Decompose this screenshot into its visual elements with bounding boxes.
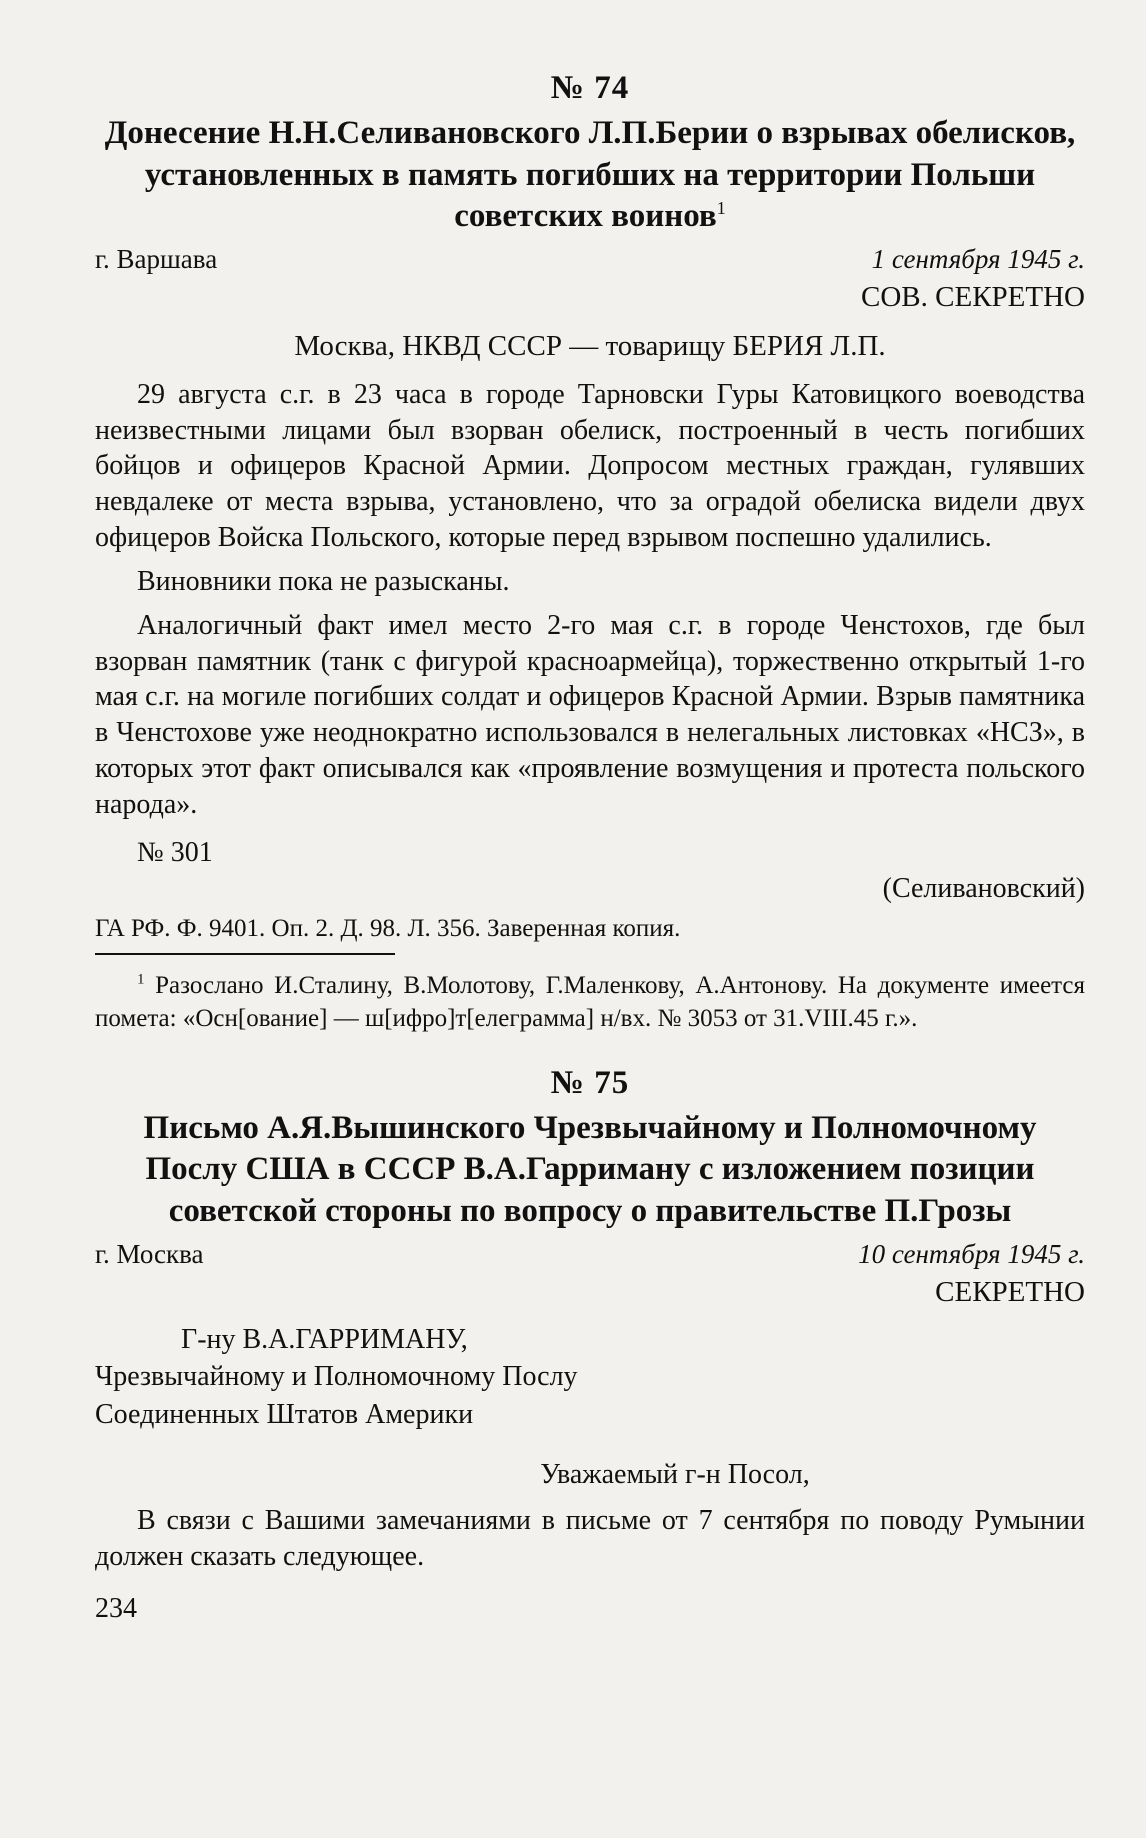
document-74-ref-number: № 301: [137, 836, 213, 868]
document-74-signature: (Селивановский): [882, 872, 1085, 904]
document-74-place: г. Варшава: [95, 243, 218, 274]
page-number: 234: [95, 1592, 137, 1624]
document-75-number: № 75: [550, 1064, 630, 1101]
document-74-footnote: [95, 969, 1085, 1035]
document-74-title: [95, 113, 1085, 238]
document-75-title: Письмо А.Я.Вышинского Чрезвычайному и Полномочному Послу США в СССР В.А.Гарриману с изложением позиции советской стороны по вопросу о правительстве П.Грозы: [143, 1109, 1037, 1229]
document-74-paragraph-3: Аналогичный факт имел место 2-го мая с.г. в городе Ченстохов, где был взорван памятник (танк с фигурой красноармейца), торжественно открытый 1-го мая с.г. на могиле погибших солдат и офицеров Красной Армии. Взрыв памятника в Ченстохове уже неоднократно использовался в нелегальных листовках «НСЗ», в которых этот факт описывался как «проявление возмущения и протеста польского народа».: [95, 609, 1085, 820]
addressee-line-1: Г-ну В.А.ГАРРИМАНУ,: [181, 1323, 468, 1355]
document-75-paragraph: В связи с Вашими замечаниями в письме от 7 сентября по поводу Румынии должен сказать следующее.: [95, 1505, 1085, 1572]
document-75-classification: СЕКРЕТНО: [935, 1275, 1085, 1308]
footnote-text: Разослано И.Сталину, В.Молотову, Г.Маленкову, А.Антонову. На документе имеется помета: «Осн[ование] — ш[ифро]т[елеграмма] н/вх. № 3053 от 31.VIII.45 г.».: [95, 971, 1086, 1032]
document-74-title-text: Донесение Н.Н.Селивановского Л.П.Берии о взрывах обелисков, установленных в память погибших на территории Польши советских воинов: [104, 115, 1076, 235]
document-74-number: № 74: [550, 70, 630, 106]
document-74-classification: СОВ. СЕКРЕТНО: [861, 280, 1085, 313]
footnote-divider: [95, 953, 395, 955]
title-footnote-mark[interactable]: 1: [716, 198, 726, 219]
document-74-paragraph-2: Виновники пока не разысканы.: [137, 565, 510, 597]
document-75-place: г. Москва: [95, 1238, 204, 1269]
document-74-addressee: Москва, НКВД СССР — товарищу БЕРИЯ Л.П.: [294, 329, 886, 362]
addressee-line-2: Чрезвычайному и Полномочному Послу: [95, 1361, 578, 1393]
document-74-paragraph-1: 29 августа с.г. в 23 часа в городе Тарновски Гуры Катовицкого воеводства неизвестными лицами был взорван обелиск, построенный в честь погибших бойцов и офицеров Красной Армии. Допросом местных граждан, гулявших невдалеке от места взрыва, установлено, что за оградой обелиска видели двух офицеров Войска Польского, которые перед взрывом поспешно удалились.: [95, 378, 1085, 554]
document-75-place-date: [95, 1237, 1085, 1272]
document-75-date: 10 сентября 1945 г.: [858, 1238, 1085, 1269]
footnote-mark: 1: [137, 971, 145, 988]
document-75-greeting: Уважаемый г-н Посол,: [540, 1459, 810, 1491]
page-content: [95, 70, 1085, 1625]
document-74-archive-reference: ГА РФ. Ф. 9401. Оп. 2. Д. 98. Л. 356. Заверенная копия.: [95, 914, 681, 942]
document-74-place-date: [95, 242, 1085, 277]
addressee-line-3: Соединенных Штатов Америки: [95, 1398, 474, 1430]
document-75-addressee: [95, 1321, 1085, 1434]
document-74-date: 1 сентября 1945 г.: [871, 243, 1085, 274]
